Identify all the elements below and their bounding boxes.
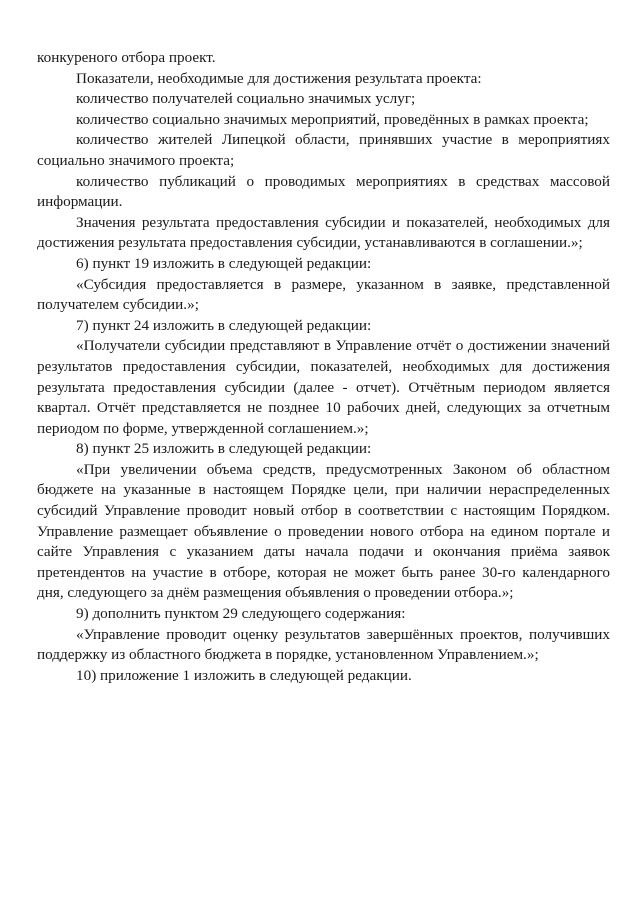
paragraph-item-9-text: «Управление проводит оценку результатов завершённых проектов, получивших поддержку из областного бюджета в порядке, установленном Управлением.»; — [37, 625, 610, 664]
paragraph-values-agreement: Значения результата предоставления субсидии и показателей, необходимых для достижения результата предоставления субсидии, устанавливаются в соглашении.»; — [37, 213, 610, 252]
paragraph-item-8-text: «При увеличении объема средств, предусмотренных Законом об областном бюджете на указанные в настоящем Порядке цели, при наличии нераспределенных субсидий Управление проводит новый отбор в соответствии с настоящим Порядком. Управление размещает объявление о проведении нового отбора на едином портале и сайте Управления с указанием даты начала подачи и окончания приёма заявок претендентов на участие в отборе, которая не может быть ранее 30-го календарного дня, следующего за днём размещения объявления о проведении отбора.»; — [37, 460, 610, 602]
paragraph-item-6-text: «Субсидия предоставляется в размере, указанном в заявке, представленной получателем субсидии.»; — [37, 275, 610, 314]
paragraph-item-7-text: «Получатели субсидии представляют в Управление отчёт о достижении значений результатов предоставления субсидии, показателей, необходимых для достижения результата предоставления субсидии (далее - отчет). Отчётным периодом является квартал. Отчёт представляется не позднее 10 рабочих дней, следующих за отчетным периодом по форме, утвержденной соглашением.»; — [37, 337, 610, 437]
paragraph-indicator-recipients: количество получателей социально значимых услуг; — [76, 90, 416, 108]
paragraph-indicator-residents: количество жителей Липецкой области, принявших участие в мероприятиях социально значимого проекта; — [37, 131, 610, 169]
paragraph-item-10: 10) приложение 1 изложить в следующей редакции. — [76, 666, 412, 684]
document-body — [37, 48, 610, 686]
paragraph-item-7: 7) пункт 24 изложить в следующей редакции: — [76, 316, 372, 334]
paragraph-indicator-publications: количество публикаций о проводимых мероприятиях в средствах массовой информации. — [37, 172, 610, 211]
paragraph-continuation: конкуреного отбора проект. — [37, 49, 216, 66]
paragraph-indicators-heading: Показатели, необходимые для достижения результата проекта: — [76, 69, 482, 87]
paragraph-item-9: 9) дополнить пунктом 29 следующего содержания: — [76, 605, 406, 623]
paragraph-item-6: 6) пункт 19 изложить в следующей редакции: — [76, 254, 372, 272]
paragraph-item-8: 8) пункт 25 изложить в следующей редакции: — [76, 440, 372, 458]
paragraph-indicator-events: количество социально значимых мероприятий, проведённых в рамках проекта; — [76, 110, 589, 128]
